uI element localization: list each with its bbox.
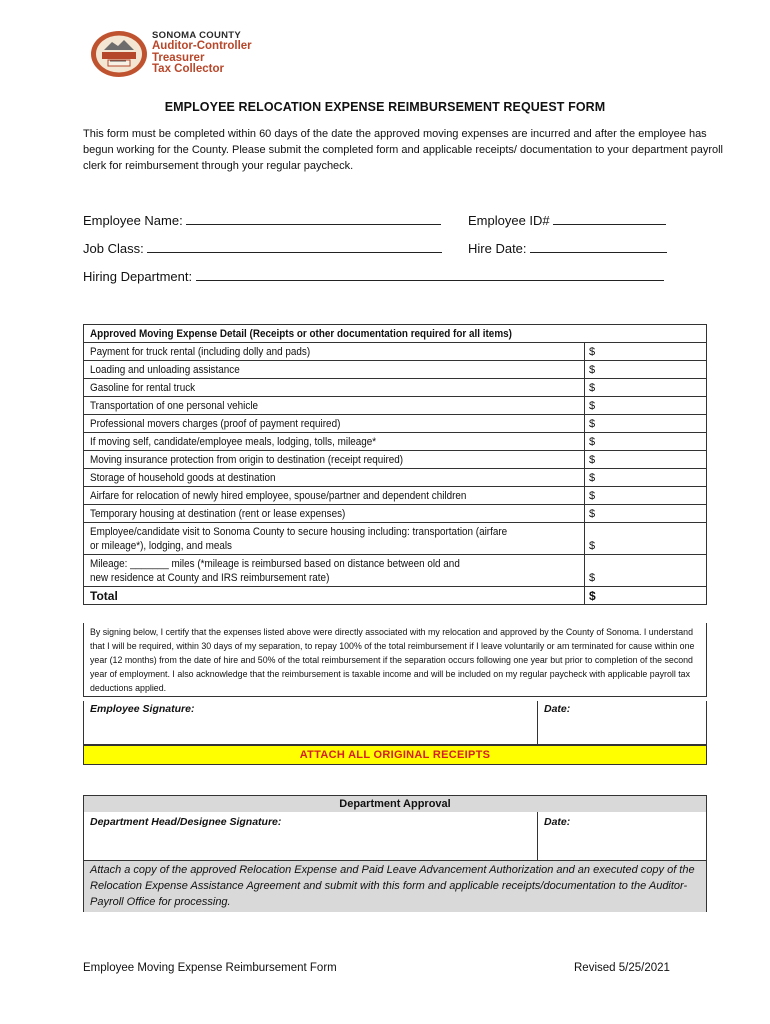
signature-divider bbox=[537, 701, 538, 745]
expense-row bbox=[84, 505, 707, 523]
hiring-department-label: Hiring Department: bbox=[83, 269, 193, 284]
mileage-line-1: Mileage: _______ miles (*mileage is reimbursed based on distance between old and bbox=[90, 558, 460, 570]
amount-cell[interactable] bbox=[585, 487, 707, 505]
expense-row bbox=[84, 343, 707, 361]
amount-cell[interactable] bbox=[585, 361, 707, 379]
employee-signature-box[interactable] bbox=[83, 701, 707, 745]
expense-row bbox=[84, 361, 707, 379]
expense-row-mileage bbox=[84, 555, 707, 587]
mileage-line-2: new residence at County and IRS reimbursement rate) bbox=[90, 572, 330, 584]
employee-id-line[interactable] bbox=[553, 214, 666, 225]
currency-sign: $ bbox=[589, 364, 596, 376]
hiring-department-field[interactable] bbox=[83, 269, 664, 284]
visit-line-2: or mileage*), lodging, and meals bbox=[90, 540, 232, 552]
currency-sign: $ bbox=[589, 490, 596, 502]
footer-revised-date: Revised 5/25/2021 bbox=[574, 962, 670, 974]
employee-name-line[interactable] bbox=[186, 214, 441, 225]
county-seal-icon bbox=[90, 30, 148, 78]
expense-label: Payment for truck rental (including dolly and pads) bbox=[90, 346, 311, 358]
logo-line-2: Treasurer bbox=[152, 51, 205, 64]
signature-date-label: Date: bbox=[544, 703, 571, 715]
expense-row bbox=[84, 451, 707, 469]
amount-cell[interactable] bbox=[585, 379, 707, 397]
logo-county: SONOMA COUNTY bbox=[152, 30, 242, 41]
amount-cell[interactable] bbox=[585, 343, 707, 361]
total-row bbox=[84, 587, 707, 605]
employee-name-field[interactable] bbox=[83, 213, 441, 228]
certification-text: By signing below, I certify that the expenses listed above were directly associated with my relocation and approved by the County of Sonoma. I understand that I will be required, within 30 days of my separation, to repay 100% of the total reimbursement if I leave voluntarily or am terminated for cause within one year (12 months) from the date of hire and 50% of the total reimbursement if the separation occurs following one year but prior to completion of the second year of employment. I also acknowledge that the reimbursement is taxable income and will be included on my regular paycheck with applicable payroll tax deductions applied. bbox=[90, 627, 695, 694]
employee-id-label: Employee ID# bbox=[468, 213, 550, 228]
expense-label: Storage of household goods at destination bbox=[90, 472, 276, 484]
expense-row bbox=[84, 415, 707, 433]
visit-line-1: Employee/candidate visit to Sonoma County to secure housing including: transportation (airfare bbox=[90, 526, 508, 538]
currency-sign: $ bbox=[589, 540, 596, 552]
currency-sign: $ bbox=[589, 346, 596, 358]
expense-label: Moving insurance protection from origin to destination (receipt required) bbox=[90, 454, 404, 466]
employee-name-label: Employee Name: bbox=[83, 213, 183, 228]
amount-cell[interactable] bbox=[585, 469, 707, 487]
intro-text: This form must be completed within 60 days of the date the approved moving expenses are incurred and after the employee has begun working for the County. Please submit the completed form and applicable receipts/ documentation to your department payroll clerk for reimbursement through your regular paycheck. bbox=[83, 128, 723, 172]
job-class-line[interactable] bbox=[147, 242, 442, 253]
expense-label: Gasoline for rental truck bbox=[90, 382, 196, 394]
footer-form-name: Employee Moving Expense Reimbursement Form bbox=[83, 962, 337, 974]
currency-sign: $ bbox=[589, 436, 596, 448]
department-note: Attach a copy of the approved Relocation Expense and Paid Leave Advancement Authorization and an executed copy of the Relocation Expense Assistance Agreement and submit with this form and applicable receipts/documentation to the Auditor-Payroll Office for processing. bbox=[84, 860, 706, 912]
job-class-label: Job Class: bbox=[83, 241, 144, 256]
expense-row bbox=[84, 397, 707, 415]
expense-label: Airfare for relocation of newly hired employee, spouse/partner and dependent children bbox=[90, 490, 467, 502]
currency-sign: $ bbox=[589, 589, 596, 603]
department-approval-box bbox=[83, 795, 707, 912]
expense-table-header bbox=[84, 325, 707, 343]
expense-row bbox=[84, 379, 707, 397]
amount-cell[interactable] bbox=[585, 523, 707, 555]
amount-cell[interactable] bbox=[585, 415, 707, 433]
department-date-label: Date: bbox=[544, 816, 571, 828]
currency-sign: $ bbox=[589, 572, 596, 584]
department-divider bbox=[537, 812, 538, 860]
hire-date-field[interactable] bbox=[468, 241, 667, 256]
expense-label: Professional movers charges (proof of payment required) bbox=[90, 418, 341, 430]
currency-sign: $ bbox=[589, 400, 596, 412]
employee-id-field[interactable] bbox=[468, 213, 666, 228]
expense-label: If moving self, candidate/employee meals, lodging, tolls, mileage* bbox=[90, 436, 377, 448]
currency-sign: $ bbox=[589, 382, 596, 394]
expense-row bbox=[84, 487, 707, 505]
expense-label: Temporary housing at destination (rent or lease expenses) bbox=[90, 508, 346, 520]
expense-row-visit bbox=[84, 523, 707, 555]
currency-sign: $ bbox=[589, 508, 596, 520]
logo-line-3: Tax Collector bbox=[152, 63, 224, 75]
attach-receipts-notice: ATTACH ALL ORIGINAL RECEIPTS bbox=[83, 745, 707, 765]
expense-row bbox=[84, 433, 707, 451]
currency-sign: $ bbox=[589, 454, 596, 466]
amount-cell[interactable] bbox=[585, 451, 707, 469]
total-label: Total bbox=[90, 589, 118, 603]
currency-sign: $ bbox=[589, 472, 596, 484]
amount-cell[interactable] bbox=[585, 397, 707, 415]
expense-label: Transportation of one personal vehicle bbox=[90, 400, 259, 412]
form-title: EMPLOYEE RELOCATION EXPENSE REIMBURSEMENT REQUEST FORM bbox=[164, 100, 606, 114]
amount-cell[interactable] bbox=[585, 433, 707, 451]
hire-date-label: Hire Date: bbox=[468, 241, 527, 256]
expense-header-text: Approved Moving Expense Detail (Receipts or other documentation required for all items) bbox=[90, 328, 512, 340]
expense-row bbox=[84, 469, 707, 487]
total-amount-cell[interactable] bbox=[585, 587, 707, 605]
amount-cell[interactable] bbox=[585, 555, 707, 587]
currency-sign: $ bbox=[589, 418, 596, 430]
county-logo bbox=[90, 28, 290, 80]
hire-date-line[interactable] bbox=[530, 242, 667, 253]
hiring-department-line[interactable] bbox=[196, 270, 664, 281]
certification-box bbox=[83, 623, 707, 697]
department-approval-title: Department Approval bbox=[84, 796, 706, 812]
department-head-signature-label: Department Head/Designee Signature: bbox=[90, 816, 282, 828]
amount-cell[interactable] bbox=[585, 505, 707, 523]
expense-table bbox=[83, 324, 707, 605]
logo-line-1: Auditor-Controller bbox=[152, 40, 252, 52]
expense-label: Loading and unloading assistance bbox=[90, 364, 240, 376]
job-class-field[interactable] bbox=[83, 241, 442, 256]
employee-signature-label: Employee Signature: bbox=[90, 703, 195, 715]
